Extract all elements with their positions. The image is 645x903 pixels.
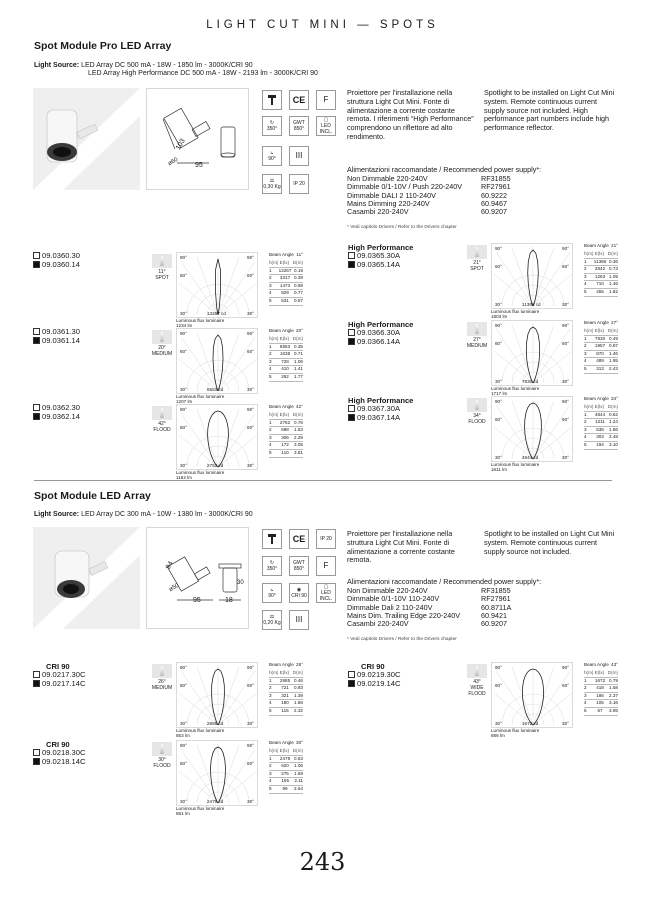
beam-type: SPOT	[470, 266, 484, 272]
polar-diagram: 90° 90° 60° 60° 30° 30° 11366 cd	[491, 243, 573, 309]
dim-label-30: 30	[237, 580, 244, 586]
beam-icon	[151, 406, 173, 433]
supply-list-led: Non Dimmable 220-240V RF31855 Dimmable 0/1-10V 110-240V RF27961 Dimmable Dali 2 110-240V 60.8711A Mains Dim. Trailing Edge 220-240V 60.9421 Casambi 220-240V 60.9207	[347, 586, 512, 629]
dim-label-50: ø50	[168, 582, 181, 594]
ce-mark-icon: CE	[289, 529, 309, 549]
table-row: 5 531 0.97	[269, 298, 303, 306]
code-black: 09.0366.14A	[348, 338, 458, 347]
beam-icon	[466, 664, 488, 697]
illuminance-table: Beam Angle 34° h(m) E(lx) D(m) 1 4844 0.62 2 1211 1.24 3 538 1.86 4 303 2.48 5 194 3.10	[584, 396, 618, 450]
white-finish-swatch	[33, 749, 40, 756]
table-row: 3 321 1.39	[269, 693, 303, 701]
beam-icon	[151, 330, 173, 357]
section-title-led: Spot Module LED Array	[34, 490, 151, 502]
tilt-90-icon: ⦣ 90°	[262, 146, 282, 166]
weight-icon: ⚖ 0,20 Kg	[262, 610, 282, 630]
beam-icon	[466, 398, 488, 425]
beam-icon	[151, 742, 173, 769]
peak-intensity: 2752 cd	[207, 463, 224, 468]
code-black: 09.0362.14	[33, 413, 143, 422]
table-row: 4 489 1.95	[584, 358, 618, 366]
code-black: 09.0217.14C	[33, 680, 143, 689]
product-codes	[348, 252, 458, 270]
black-finish-swatch	[33, 261, 40, 268]
luminous-flux: Luminous flux luminaire 1803 lm	[491, 309, 540, 319]
ip20-icon: IP 20	[289, 174, 309, 194]
product-codes	[348, 671, 458, 689]
polar-diagram: 90° 90° 60° 60° 30° 30° 2885 cd	[176, 662, 258, 728]
table-row: 5 115 2.32	[269, 708, 303, 716]
class-iii-icon: III	[289, 146, 309, 166]
supply-list-pro: Non Dimmable 220-240V RF31855 Dimmable 0/1-10V / Push 220-240V RF27961 Dimmable DALI 2 110-240V 60.9222 Mains Dimming 220-240V 60.9467 Casambi 220-240V 60.9207	[347, 174, 511, 217]
page-number: 243	[299, 848, 346, 876]
dim-label-95b: 95	[193, 597, 201, 604]
beam-angle-value: 11°	[158, 269, 166, 275]
product-codes	[33, 328, 143, 346]
polar-curve-svg	[492, 397, 574, 463]
table-row: 4 105 3.16	[584, 700, 618, 708]
peak-intensity: 2885 cd	[207, 721, 224, 726]
product-block	[348, 243, 638, 319]
dim-label-94: 94	[164, 560, 175, 571]
spotlight-image	[33, 88, 140, 190]
supply-note-pro: * Vedi capitolo Drivers / Refer to the Drivers chapter	[347, 225, 457, 230]
table-row: 3 728 1.06	[269, 359, 303, 367]
illuminance-table: Beam Angle 11° h(m) E(lx) D(m) 1 13267 0.19 2 3317 0.39 3 1474 0.58 4 829 0.77 5 531 0.97	[269, 252, 303, 306]
beam-type: FLOOD	[153, 427, 171, 433]
beam-angle-value: 20°	[158, 345, 166, 351]
black-finish-swatch	[348, 414, 355, 421]
polar-curve-svg	[492, 244, 574, 310]
dim-label-60: ø60	[167, 156, 180, 168]
peak-intensity: 1672 cd	[522, 721, 539, 726]
table-row: 4 303 2.48	[584, 434, 618, 442]
product-codes	[33, 252, 143, 270]
peak-intensity: 13267 cd	[207, 311, 226, 316]
peak-intensity: 11366 cd	[522, 302, 541, 307]
polar-curve-svg	[492, 663, 574, 729]
table-row: 3 538 1.86	[584, 427, 618, 435]
beam-icon	[466, 245, 488, 272]
polar-curve-svg	[177, 741, 259, 807]
illuminance-table: Beam Angle 42° h(m) E(lx) D(m) 1 2752 0.76 2 688 1.53 3 306 2.29 4 172 3.05 5 110 3.81	[269, 404, 303, 458]
beam-type: MEDIUM	[466, 343, 488, 349]
product-heading: CRI 90	[361, 662, 385, 671]
luminous-flux: Luminous flux luminaire 1717 lm	[491, 386, 540, 396]
code-white: 09.0217.30C	[33, 671, 143, 680]
polar-curve-svg	[177, 405, 259, 471]
table-row: 1 6553 0.35	[269, 344, 303, 352]
peak-intensity: 7830 cd	[522, 379, 539, 384]
supply-note-led: * Vedi capitolo Drivers / Refer to the Drivers chapter	[347, 637, 457, 642]
product-codes	[33, 749, 143, 767]
rotate-350-icon: ↻ 350°	[262, 116, 282, 136]
code-black: 09.0218.14C	[33, 758, 143, 767]
table-row: 1 2885 0.46	[269, 678, 303, 686]
product-heading: CRI 90	[46, 740, 70, 749]
table-row: 4 410 1.41	[269, 366, 303, 374]
beam-type: FLOOD	[468, 419, 486, 425]
table-row: 5 99 2.64	[269, 786, 303, 794]
beam-angle-value: 27°	[473, 337, 481, 343]
product-block	[33, 328, 323, 404]
code-black: 09.0219.14C	[348, 680, 458, 689]
beam-icon	[151, 254, 173, 281]
white-finish-swatch	[33, 252, 40, 259]
led-incl-icon: ▢ LED INCL.	[316, 116, 336, 136]
beam-type: MEDIUM	[151, 351, 173, 357]
table-row: 1 13267 0.19	[269, 268, 303, 276]
illuminance-table: Beam Angle 30° h(m) E(lx) D(m) 1 2479 0.53 2 620 1.06 3 275 1.59 4 155 2.11 5 99 2.64	[269, 740, 303, 794]
table-row: 1 7830 0.49	[584, 336, 618, 344]
light-source-label: Light Source:	[34, 62, 80, 69]
polar-diagram: 90° 90° 60° 60° 30° 30° 1672 cd	[491, 662, 573, 728]
table-row: 2 1211 1.24	[584, 419, 618, 427]
table-row: 2 3317 0.39	[269, 275, 303, 283]
f-mark-icon: F	[316, 90, 336, 110]
light-source-label: Light Source:	[34, 511, 80, 518]
code-white: 09.0367.30A	[348, 405, 458, 414]
f-mark-icon: F	[316, 556, 336, 576]
beam-type: FLOOD	[153, 763, 171, 769]
beam-icon	[466, 322, 488, 349]
beam-angle-value: 34°	[473, 413, 481, 419]
table-row: 1 2479 0.53	[269, 756, 303, 764]
black-finish-swatch	[348, 261, 355, 268]
luminous-flux: Luminous flux luminaire 1611 lm	[491, 462, 540, 472]
product-block	[33, 662, 323, 738]
polar-diagram: 90° 90° 60° 60° 30° 30° 2752 cd	[176, 404, 258, 470]
technical-drawing-pro	[146, 88, 249, 190]
table-row: 1 11366 0.36	[584, 259, 618, 267]
weight-icon: ⚖ 0,30 Kg	[262, 174, 282, 194]
ceiling-track-icon	[262, 90, 282, 110]
light-source-line-1: LED Array DC 500 mA - 18W - 1850 lm - 3000K/CRI 90	[81, 62, 253, 69]
product-block	[33, 252, 323, 328]
product-heading: High Performance	[348, 396, 414, 405]
supply-title-led: Alimentazioni raccomandate / Recommended power supply*:	[347, 577, 542, 586]
code-white: 09.0365.30A	[348, 252, 458, 261]
product-block	[348, 662, 638, 738]
beam-angle-value: 43°	[473, 679, 481, 685]
spotlight-image	[33, 527, 140, 629]
description-it-led: Proiettore per l'installazione nella struttura Light Cut Mini. Fonte di alimentazione a corrente costante remota.	[347, 529, 455, 565]
white-finish-swatch	[33, 328, 40, 335]
beam-angle-value: 21°	[473, 260, 481, 266]
table-row: 3 306 2.29	[269, 435, 303, 443]
light-source-led	[34, 511, 253, 519]
white-finish-swatch	[33, 671, 40, 678]
table-row: 1 4844 0.62	[584, 412, 618, 420]
table-row: 4 180 1.86	[269, 700, 303, 708]
table-row: 2 688 1.53	[269, 427, 303, 435]
code-white: 09.0361.30	[33, 328, 143, 337]
table-row: 4 155 2.11	[269, 778, 303, 786]
table-row: 5 194 3.10	[584, 442, 618, 450]
peak-intensity: 2479 cd	[207, 799, 224, 804]
table-row: 1 2752 0.76	[269, 420, 303, 428]
code-white: 09.0362.30	[33, 404, 143, 413]
ce-mark-icon: CE	[289, 90, 309, 110]
product-codes	[33, 404, 143, 422]
table-row: 2 418 1.58	[584, 685, 618, 693]
luminous-flux: Luminous flux luminaire 881 lm	[176, 806, 225, 816]
led-incl-icon: ▢ LED INCL.	[316, 583, 336, 603]
gwt-icon: GWT 850°	[289, 556, 309, 576]
table-row: 3 870 1.46	[584, 351, 618, 359]
table-row: 2 721 0.93	[269, 685, 303, 693]
table-row: 2 2842 0.73	[584, 266, 618, 274]
dim-label-18: 18	[225, 597, 233, 604]
black-finish-swatch	[33, 758, 40, 765]
beam-type: MEDIUM	[151, 685, 173, 691]
table-row: 5 67 3.95	[584, 708, 618, 716]
illuminance-table: Beam Angle 43° h(m) E(lx) D(m) 1 1672 0.79 2 418 1.58 3 186 2.37 4 105 3.16 5 67 3.95	[584, 662, 618, 716]
section-title-pro: Spot Module Pro LED Array	[34, 40, 172, 52]
luminous-flux: Luminous flux luminaire 853 lm	[176, 728, 225, 738]
table-row: 2 1638 0.71	[269, 351, 303, 359]
light-source-line-1: LED Array DC 300 mA - 10W - 1380 lm - 3000K/CRI 90	[81, 511, 253, 518]
product-photo-pro	[33, 88, 140, 190]
product-photo-led	[33, 527, 140, 629]
beam-angle-value: 26°	[158, 679, 166, 685]
illuminance-table: Beam Angle 27° h(m) E(lx) D(m) 1 7830 0.49 2 1957 0.97 3 870 1.46 4 489 1.95 5 313 2.43	[584, 320, 618, 374]
table-row: 3 275 1.59	[269, 771, 303, 779]
product-heading: High Performance	[348, 320, 414, 329]
beam-angle-value: 30°	[158, 757, 166, 763]
polar-curve-svg	[492, 321, 574, 387]
description-it-pro: Proiettore per l'installazione nella struttura Light Cut Mini. Fonte di alimentazione a corrente costante remota. I riferimenti “High Performance” comprendono un riflettore ad alto rendimento.	[347, 88, 474, 141]
illuminance-table: Beam Angle 21° h(m) E(lx) D(m) 1 11366 0.36 2 2842 0.73 3 1263 1.09 4 710 1.46 5 455 1.82	[584, 243, 618, 297]
table-row: 5 313 2.43	[584, 366, 618, 374]
tilt-90-icon: ⦣ 90°	[262, 583, 282, 603]
code-white: 09.0219.30C	[348, 671, 458, 680]
table-row: 4 829 0.77	[269, 290, 303, 298]
luminous-flux: Luminous flux luminaire 1162 lm	[176, 470, 225, 480]
black-finish-swatch	[348, 680, 355, 687]
white-finish-swatch	[348, 671, 355, 678]
code-white: 09.0366.30A	[348, 329, 458, 338]
polar-curve-svg	[177, 253, 259, 319]
table-row: 5 455 1.82	[584, 289, 618, 297]
product-heading: High Performance	[348, 243, 414, 252]
polar-diagram: 90° 90° 60° 60° 30° 30° 13267 cd	[176, 252, 258, 318]
technical-drawing-led	[146, 527, 249, 629]
light-source-line-2: LED Array High Performance DC 500 mA - 18W - 2193 lm - 3000K/CRI 90	[88, 70, 318, 78]
table-row: 4 710 1.46	[584, 281, 618, 289]
class-iii-icon: III	[289, 610, 309, 630]
table-row: 3 1474 0.58	[269, 283, 303, 291]
ip20-icon: IP 20	[316, 529, 336, 549]
table-row: 4 172 3.05	[269, 442, 303, 450]
code-black: 09.0365.14A	[348, 261, 458, 270]
product-block	[348, 320, 638, 396]
beam-type: WIDE FLOOD	[468, 685, 486, 697]
product-heading: CRI 90	[46, 662, 70, 671]
product-codes	[348, 405, 458, 423]
beam-angle-value: 42°	[158, 421, 166, 427]
table-row: 3 1263 1.09	[584, 274, 618, 282]
luminous-flux: Luminous flux luminaire 1207 lm	[176, 394, 225, 404]
luminous-flux: Luminous flux luminaire 886 lm	[491, 728, 540, 738]
cri-icon: ◉ CRI 90	[289, 583, 309, 603]
illuminance-table: Beam Angle 20° h(m) E(lx) D(m) 1 6553 0.35 2 1638 0.71 3 728 1.06 4 410 1.41 5 262 1.77	[269, 328, 303, 382]
polar-curve-svg	[177, 663, 259, 729]
white-finish-swatch	[348, 329, 355, 336]
polar-curve-svg	[177, 329, 259, 395]
white-finish-swatch	[348, 252, 355, 259]
product-block	[33, 404, 323, 480]
gwt-icon: GWT 850°	[289, 116, 309, 136]
code-black: 09.0361.14	[33, 337, 143, 346]
code-black: 09.0360.14	[33, 261, 143, 270]
polar-diagram: 90° 90° 60° 60° 30° 30° 4844 cd	[491, 396, 573, 462]
black-finish-swatch	[348, 338, 355, 345]
beam-type: SPOT	[155, 275, 169, 281]
product-codes	[33, 671, 143, 689]
polar-diagram: 90° 90° 60° 60° 30° 30° 6553 cd	[176, 328, 258, 394]
supply-title-pro: Alimentazioni raccomandate / Recommended power supply*:	[347, 165, 542, 174]
table-row: 2 1957 0.97	[584, 343, 618, 351]
light-source-pro	[34, 62, 318, 79]
polar-diagram: 90° 90° 60° 60° 30° 30° 2479 cd	[176, 740, 258, 806]
peak-intensity: 6553 cd	[207, 387, 224, 392]
description-en-led: Spotlight to be installed on Light Cut Mini system. Remote continuous current supply source not included.	[484, 529, 615, 556]
illuminance-table: Beam Angle 26° h(m) E(lx) D(m) 1 2885 0.46 2 721 0.93 3 321 1.39 4 180 1.86 5 115 2.32	[269, 662, 303, 716]
black-finish-swatch	[33, 680, 40, 687]
polar-diagram: 90° 90° 60° 60° 30° 30° 7830 cd	[491, 320, 573, 386]
product-block	[33, 740, 323, 816]
white-finish-swatch	[348, 405, 355, 412]
white-finish-swatch	[33, 404, 40, 411]
beam-icon	[151, 664, 173, 691]
code-white: 09.0218.30C	[33, 749, 143, 758]
table-row: 5 262 1.77	[269, 374, 303, 382]
table-row: 5 110 3.81	[269, 450, 303, 458]
peak-intensity: 4844 cd	[522, 455, 539, 460]
rotate-350-icon: ↻ 350°	[262, 556, 282, 576]
black-finish-swatch	[33, 413, 40, 420]
code-black: 09.0367.14A	[348, 414, 458, 423]
description-en-pro: Spotlight to be installed on Light Cut Mini system. Remote continuous current supply source not included. High performance part numbers include high performance reflector.	[484, 88, 615, 133]
page-title: LIGHT CUT MINI — SPOTS	[206, 19, 439, 31]
ceiling-track-icon	[262, 529, 282, 549]
table-row: 2 620 1.06	[269, 763, 303, 771]
dim-label-95: 95	[195, 162, 203, 169]
luminous-flux: Luminous flux luminaire 1234 lm	[176, 318, 225, 328]
code-white: 09.0360.30	[33, 252, 143, 261]
product-block	[348, 396, 638, 472]
section-divider	[34, 480, 612, 481]
table-row: 3 186 2.37	[584, 693, 618, 701]
table-row: 1 1672 0.79	[584, 678, 618, 686]
black-finish-swatch	[33, 337, 40, 344]
dim-label-103: 103	[174, 137, 187, 152]
product-codes	[348, 329, 458, 347]
